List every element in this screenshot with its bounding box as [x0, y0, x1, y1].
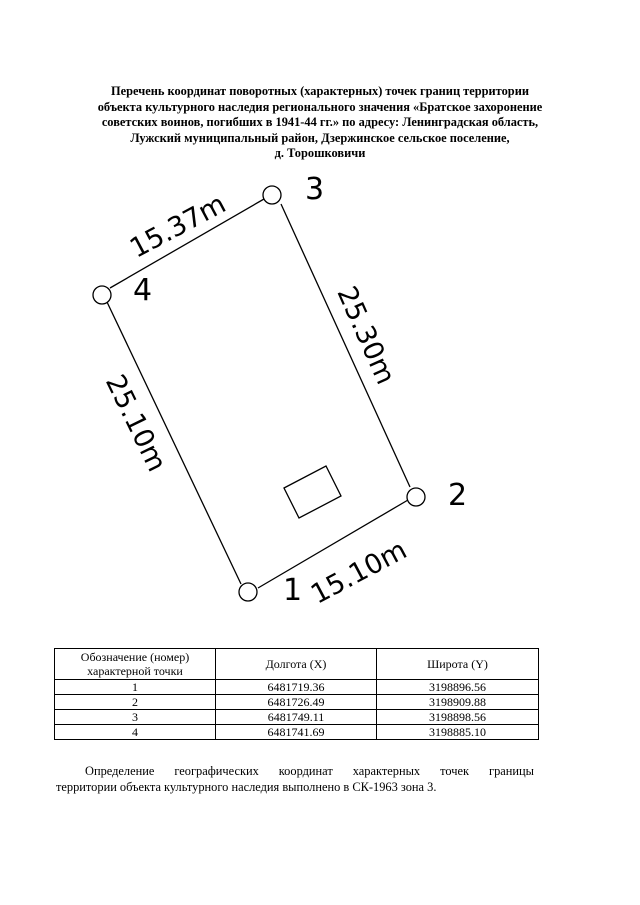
- coordinates-table: [54, 648, 539, 740]
- cell-x: 6481726.49: [216, 695, 377, 710]
- boundary-point-3: [263, 186, 281, 204]
- cell-y: 3198909.88: [377, 695, 539, 710]
- point-label-4: 4: [133, 273, 153, 308]
- cell-y: 3198885.10: [377, 725, 539, 740]
- table-row: [55, 725, 539, 740]
- table-row: [55, 695, 539, 710]
- cell-point: 2: [55, 695, 216, 710]
- cell-x: 6481741.69: [216, 725, 377, 740]
- cell-x: 6481719.36: [216, 680, 377, 695]
- title-line: Лужский муниципальный район, Дзержинское сельское поселение,: [130, 130, 510, 145]
- point-label-1: 1: [283, 573, 303, 608]
- boundary-point-1: [239, 583, 257, 601]
- title-line: д. Торошковичи: [274, 146, 366, 160]
- boundary-side-4-1: [107, 302, 241, 584]
- table-row: [55, 680, 539, 695]
- header-point: [55, 649, 216, 680]
- title-line: Перечень координат поворотных (характерных) точек границ территории: [111, 84, 529, 98]
- distance-label-4-3: 15.37m: [124, 188, 232, 265]
- note-line1: Определение географических координат характерных точек границы: [85, 764, 534, 778]
- header-x: Долгота (X): [216, 649, 377, 680]
- title-line: объекта культурного наследия регионального значения «Братское захоронение: [97, 99, 543, 114]
- cell-point: 1: [55, 680, 216, 695]
- boundary-point-2: [407, 488, 425, 506]
- cell-y: 3198896.56: [377, 680, 539, 695]
- distance-label-3-2: 25.30m: [330, 281, 401, 390]
- header-point-line2: характерной точки: [87, 664, 183, 678]
- boundary-point-4: [93, 286, 111, 304]
- note-line2: территории объекта культурного наследия выполнено в СК-1963 зона 3.: [56, 780, 437, 794]
- table-row: [55, 710, 539, 725]
- header-y: Широта (Y): [377, 649, 539, 680]
- coordinate-system-note: [56, 763, 534, 795]
- point-label-3: 3: [305, 172, 325, 207]
- cell-point: 4: [55, 725, 216, 740]
- boundary-side-3-2: [281, 204, 410, 487]
- distance-label-4-1: 25.10m: [98, 369, 173, 477]
- cell-x: 6481749.11: [216, 710, 377, 725]
- cell-point: 3: [55, 710, 216, 725]
- monument-outline: [284, 466, 341, 518]
- distance-label-1-2: 15.10m: [305, 534, 413, 611]
- cell-y: 3198898.56: [377, 710, 539, 725]
- table-header-row: [55, 649, 539, 680]
- title-line: советских воинов, погибших в 1941-44 гг.» по адресу: Ленинградская область,: [101, 115, 539, 129]
- header-point-line1: Обозначение (номер): [80, 650, 190, 664]
- point-label-2: 2: [448, 478, 468, 513]
